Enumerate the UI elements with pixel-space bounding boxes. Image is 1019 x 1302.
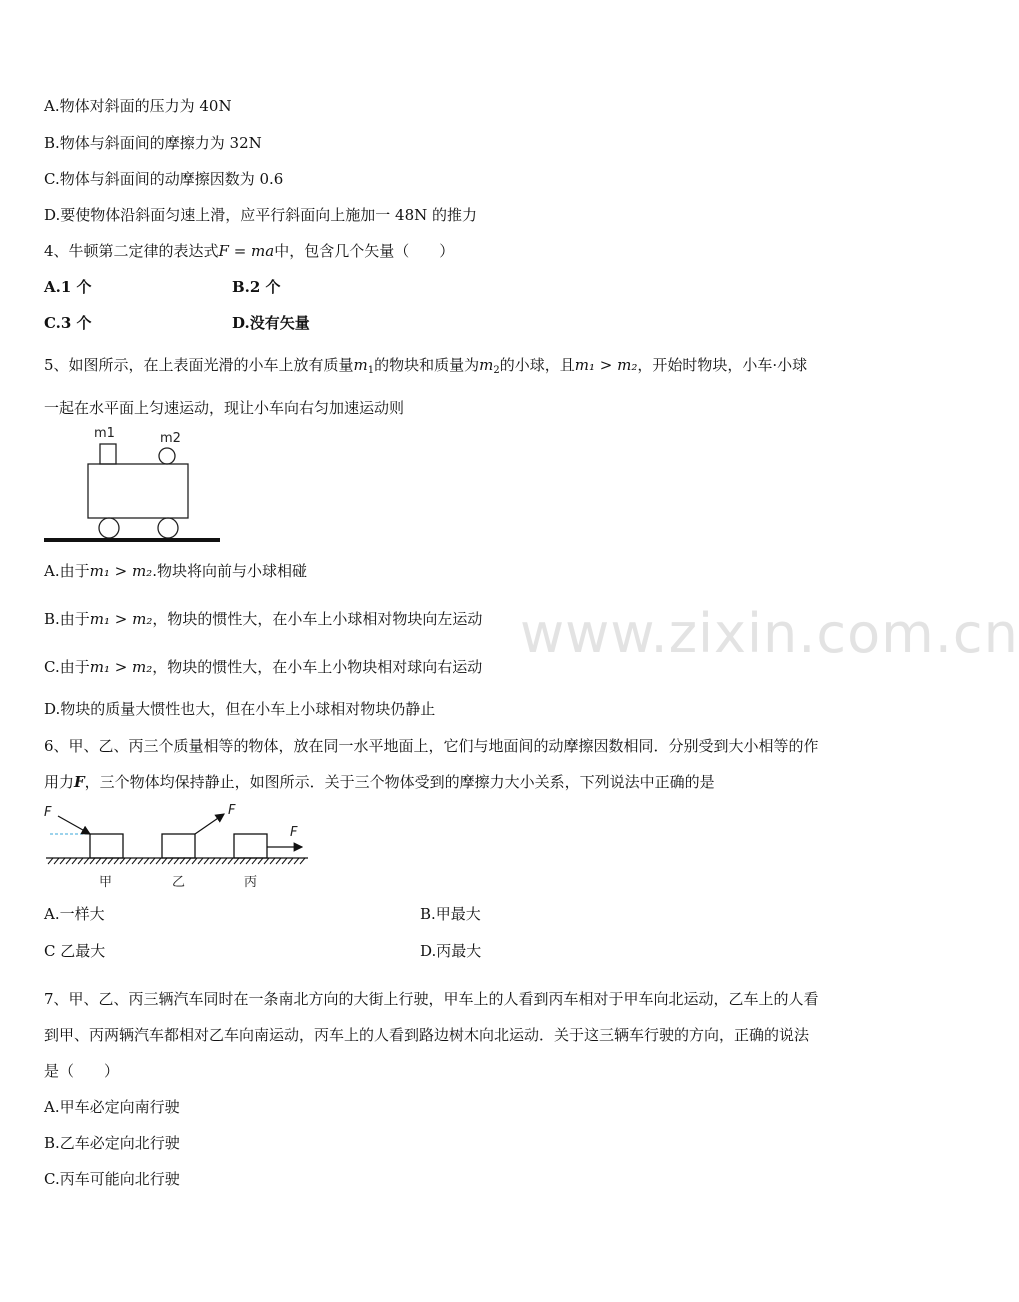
q5-a-pre: A.由于 <box>44 562 90 580</box>
q6-stem-line2 <box>44 772 715 792</box>
q6-option-c: C 乙最大 <box>44 942 106 960</box>
q5-c-pre: C.由于 <box>44 658 90 676</box>
q5-option-c <box>44 657 482 677</box>
q5-wheel-right <box>158 518 178 538</box>
q4-option-b: B.2 个 <box>232 278 281 296</box>
q7-option-b: B.乙车必定向北行驶 <box>44 1134 180 1152</box>
q6-ground-hatch <box>48 858 305 864</box>
watermark: www.zixin.com.cn <box>520 602 1019 665</box>
q4-option-a: A.1 个 <box>44 278 92 296</box>
q5-cart-body <box>88 464 188 518</box>
q3-option-c: C.物体与斜面间的动摩擦因数为 0.6 <box>44 170 284 188</box>
q5-b-post: ，物块的惯性大，在小车上小球相对物块向左运动 <box>152 610 483 628</box>
q6-label-jia: 甲 <box>99 875 113 890</box>
q6-option-b: B.甲最大 <box>420 905 481 923</box>
q5-m2: m <box>479 356 494 374</box>
q6-force-arrow-jia <box>58 816 90 834</box>
q4-stem <box>44 241 454 261</box>
q5-stem-p3: 的小球，且 <box>499 356 575 374</box>
q6-fig-force-label-jia: F <box>44 805 52 820</box>
q5-stem-line2: 一起在水平面上匀速运动，现让小车向右匀加速运动则 <box>44 399 405 417</box>
q7-stem-line2: 到甲、丙两辆汽车都相对乙车向南运动，丙车上的人看到路边树木向北运动．关于这三辆车行驶的方向，正确的说法 <box>44 1026 810 1044</box>
q6-label-yi: 乙 <box>172 875 186 890</box>
q6-option-a: A.一样大 <box>44 905 105 923</box>
q5-a-compare: m₁ > m₂ <box>89 562 153 580</box>
q6-stem-pre: 用力 <box>44 773 75 791</box>
q5-compare: m₁ > m₂ <box>574 356 638 374</box>
q6-force-arrow-yi <box>195 814 224 834</box>
q5-ball-m2 <box>159 448 175 464</box>
q5-block-m1 <box>100 444 116 464</box>
q6-blocks-figure <box>44 800 314 892</box>
q5-option-b <box>44 609 482 629</box>
q5-option-d: D.物块的质量大惯性也大，但在小车上小球相对物块仍静止 <box>44 700 436 718</box>
q6-fig-force-label-bing: F <box>290 825 298 840</box>
q5-fig-m1-label: m1 <box>94 426 115 441</box>
q6-block-jia <box>90 834 123 858</box>
q3-option-d: D.要使物体沿斜面匀速上滑，应平行斜面向上施加一 48N 的推力 <box>44 206 478 224</box>
q5-stem-p1: 5、如图所示，在上表面光滑的小车上放有质量 <box>44 356 354 374</box>
q5-stem-line1 <box>44 355 807 381</box>
q6-stem-line1: 6、甲、乙、丙三个质量相等的物体，放在同一水平地面上，它们与地面间的动摩擦因数相同．分别受到大小相等的作 <box>44 737 819 755</box>
q5-b-pre: B.由于 <box>44 610 90 628</box>
q4-stem-pre: 4、牛顿第二定律的表达式 <box>44 242 219 260</box>
q5-m2-sub: 2 <box>493 365 500 376</box>
q5-c-post: ，物块的惯性大，在小车上小物块相对球向右运动 <box>152 658 483 676</box>
q5-stem-p4: ，开始时物块，小车·小球 <box>637 356 808 374</box>
q4-formula: F = ma <box>218 242 275 260</box>
q5-cart-figure <box>44 422 224 544</box>
q4-option-d: D.没有矢量 <box>232 314 310 332</box>
q6-block-yi <box>162 834 195 858</box>
q4-stem-post: 中，包含几个矢量（ ） <box>274 242 455 260</box>
q7-option-a: A.甲车必定向南行驶 <box>44 1098 180 1116</box>
q5-stem-p2: 的物块和质量为 <box>374 356 480 374</box>
q6-option-d: D.丙最大 <box>420 942 482 960</box>
q5-m1-sub: 1 <box>367 365 375 376</box>
q7-stem-line1: 7、甲、乙、丙三辆汽车同时在一条南北方向的大街上行驶，甲车上的人看到丙车相对于甲车向北运动，乙车上的人看 <box>44 990 819 1008</box>
q3-option-a: A.物体对斜面的压力为 40N <box>44 97 232 115</box>
q7-option-c: C.丙车可能向北行驶 <box>44 1170 180 1188</box>
q5-fig-m2-label: m2 <box>160 431 181 446</box>
q5-ground <box>44 538 220 542</box>
q5-a-post: .物块将向前与小球相碰 <box>152 562 307 580</box>
q7-stem-line3: 是（ ） <box>44 1062 120 1080</box>
q6-stem-post: ，三个物体均保持静止，如图所示．关于三个物体受到的摩擦力大小关系，下列说法中正确的是 <box>84 773 715 791</box>
q5-c-compare: m₁ > m₂ <box>89 658 153 676</box>
q5-m1: m <box>353 356 368 374</box>
q5-option-a <box>44 561 307 581</box>
q4-option-c: C.3 个 <box>44 314 92 332</box>
q3-option-b: B.物体与斜面间的摩擦力为 32N <box>44 134 262 152</box>
q6-label-bing: 丙 <box>244 875 258 890</box>
q5-b-compare: m₁ > m₂ <box>89 610 153 628</box>
q6-fig-force-label-yi: F <box>228 803 236 818</box>
q6-block-bing <box>234 834 267 858</box>
q6-force-symbol: F <box>74 773 85 791</box>
q5-wheel-left <box>99 518 119 538</box>
